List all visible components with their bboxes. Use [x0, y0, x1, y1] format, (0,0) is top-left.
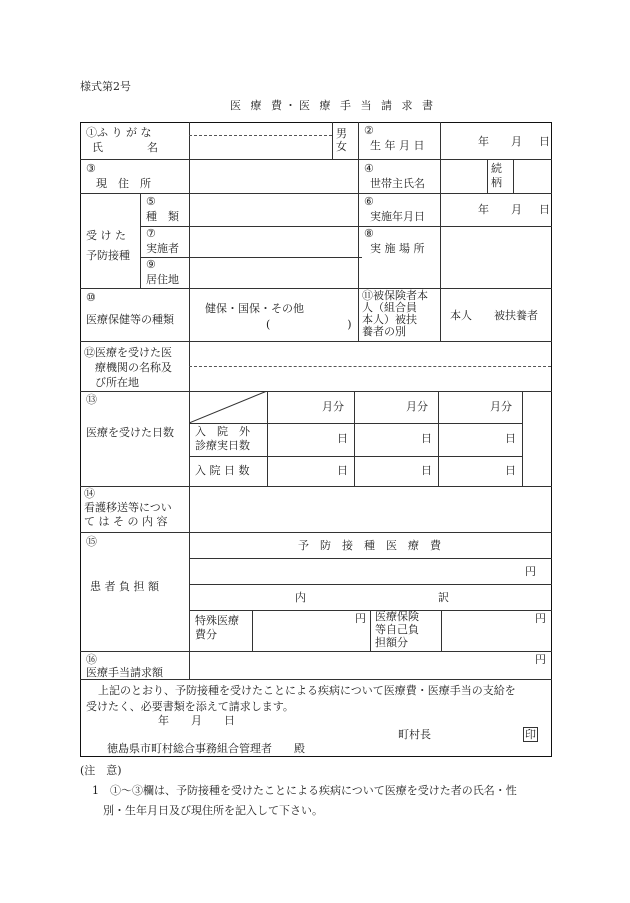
- month-unit-1: 月分: [322, 400, 344, 413]
- insured-options: 本人 被扶養者: [450, 309, 538, 322]
- breakdown-header: 内 訳: [295, 591, 449, 604]
- outpatient-day-unit-3: 日: [505, 432, 516, 445]
- nursing-label: ⑭ 看護移送等につい て は そ の 内 容: [84, 487, 172, 528]
- page-title: 医 療 費・医 療 手 当 請 求 書: [230, 99, 436, 112]
- furigana-label: ①ふ り が な: [86, 126, 152, 139]
- burden-num: ⑮: [86, 535, 97, 548]
- selfpay-yen: 円: [535, 612, 546, 625]
- outpatient-day-unit-2: 日: [421, 432, 432, 445]
- name-field[interactable]: [190, 136, 331, 158]
- outpatient-label: 入 院 外 診療実日数: [195, 425, 250, 452]
- mayor-label: 町村長: [398, 728, 431, 741]
- days-num: ⑬: [86, 393, 97, 406]
- kind-label: 種 類: [146, 210, 179, 223]
- burden-label: 患 者 負 担 額: [90, 580, 159, 593]
- inpatient-day-unit-1: 日: [337, 464, 348, 477]
- facility-label: ⑫医療を受けた医 療機関の名称及 び所在地: [84, 346, 172, 389]
- month-unit-2: 月分: [406, 400, 428, 413]
- impl-month-unit: 月: [511, 203, 522, 216]
- facility-field[interactable]: [190, 342, 550, 390]
- impl-year-unit: 年: [478, 203, 489, 216]
- address-field[interactable]: [190, 160, 357, 192]
- date-line: 年 月 日: [158, 714, 235, 727]
- insured-label: ⑪被保険者本 人（組合員 本人）被扶 養者の別: [362, 289, 428, 338]
- name-label: 氏 名: [92, 141, 158, 154]
- vaccination-group-label: 受 け た 予防接種: [86, 229, 130, 262]
- outpatient-day-unit-1: 日: [337, 432, 348, 445]
- days-label: 医療を受けた日数: [86, 426, 174, 439]
- allowance-num: ⑯: [86, 653, 97, 666]
- impl-place-num: ⑧: [364, 227, 374, 240]
- implementer-label: 実施者: [146, 242, 179, 255]
- impl-place-label: 実 施 場 所: [370, 242, 425, 255]
- birth-day-unit: 日: [539, 135, 550, 148]
- month-unit-3: 月分: [490, 400, 512, 413]
- householder-num: ④: [364, 162, 374, 175]
- impl-date-label: 実施年月日: [370, 210, 425, 223]
- householder-label: 世帯主氏名: [370, 177, 425, 190]
- address-num: ③: [86, 162, 96, 175]
- relation-label: 続 柄: [491, 162, 502, 189]
- seal-mark: 印: [525, 728, 536, 741]
- inpatient-day-unit-2: 日: [421, 464, 432, 477]
- kind-num: ⑤: [146, 195, 156, 208]
- birth-year-unit: 年: [478, 135, 489, 148]
- insurance-options: 健保・国保・その他: [205, 302, 304, 315]
- sex-label: 男 女: [336, 127, 347, 153]
- insurance-num: ⑩: [86, 291, 96, 304]
- impl-day-unit: 日: [539, 203, 550, 216]
- address-label: 現 住 所: [96, 177, 151, 190]
- allowance-yen: 円: [535, 653, 546, 666]
- birthdate-label: 生 年 月 日: [370, 139, 425, 152]
- form-number: 様式第2号: [80, 80, 131, 93]
- implementer-num: ⑦: [146, 227, 156, 240]
- addressee: 徳島県市町村総合事務組合管理者 殿: [107, 742, 305, 755]
- declaration-text: 上記のとおり、予防接種を受けたことによる疾病について医療費・医療手当の支給を 受けたく、必要書類を添えて請求します。: [86, 684, 516, 713]
- impl-date-num: ⑥: [364, 195, 374, 208]
- insurance-paren: ( ): [266, 318, 352, 331]
- selfpay-label: 医療保険 等自己負 担額分: [375, 610, 419, 649]
- medical-cost-header: 予 防 接 種 医 療 費: [298, 539, 441, 552]
- special-cost-yen: 円: [355, 612, 366, 625]
- allowance-label: 医療手当請求額: [86, 666, 163, 679]
- notes-header: (注 意): [80, 764, 122, 777]
- birth-month-unit: 月: [511, 135, 522, 148]
- medical-cost-yen: 円: [525, 565, 536, 578]
- birthdate-num: ②: [364, 124, 374, 137]
- inpatient-label: 入 院 日 数: [195, 464, 250, 477]
- special-cost-label: 特殊医療 費分: [195, 614, 239, 641]
- residence-num: ⑨: [146, 258, 156, 271]
- diagonal-slash: [189, 391, 268, 424]
- note-item-1: 1 ①～③欄は、予防接種を受けたことによる疾病について医療を受けた者の氏名・性 別・生年月日及び現住所を記入して下さい。: [92, 784, 517, 817]
- residence-label: 居住地: [146, 273, 179, 286]
- insurance-label: 医療保健等の種類: [86, 313, 174, 326]
- inpatient-day-unit-3: 日: [505, 464, 516, 477]
